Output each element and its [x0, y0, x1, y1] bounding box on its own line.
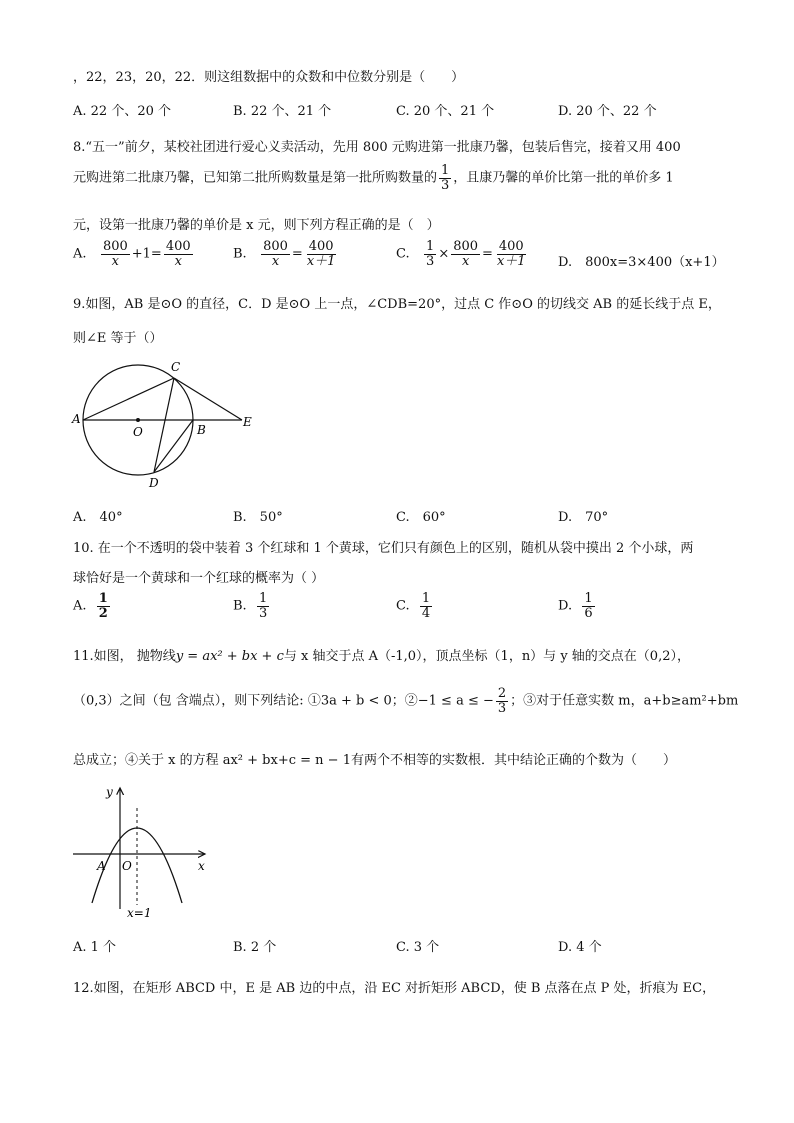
- q9-option-d: D. 70°: [558, 510, 609, 525]
- q9-option-a: A. 40°: [73, 510, 123, 525]
- label-y: y: [106, 785, 113, 799]
- q9-option-b: B. 50°: [233, 510, 283, 525]
- label-c: C: [171, 360, 181, 374]
- q9-circle-figure: [70, 355, 270, 495]
- label-x: x: [198, 859, 205, 873]
- parabola-equation: y = ax² + bx + c: [175, 649, 284, 664]
- q11-option-a: A. 1 个: [73, 940, 117, 955]
- q9-option-c: C. 60°: [396, 510, 446, 525]
- q8-option-c: C. $\frac{1}{3}$ × $\frac{800}{x}$ = $\frac{400}{x+1}$: [396, 239, 526, 269]
- label-d: D: [149, 476, 159, 490]
- q10-option-c: C. $\frac{1}{4}$: [396, 591, 431, 621]
- label-a: A: [72, 412, 81, 426]
- q11-option-d: D. 4 个: [558, 940, 602, 955]
- q7-option-d: D. 20 个、22 个: [558, 104, 657, 119]
- fraction-one-third: $\frac{1}{3}$: [441, 163, 450, 193]
- label-o: O: [122, 859, 132, 873]
- q10-option-b: B. $\frac{1}{3}$: [233, 591, 268, 621]
- q7-option-b: B. 22 个、21 个: [233, 104, 332, 119]
- q11-option-c: C. 3 个: [396, 940, 440, 955]
- q9-stem-line2: 则∠E 等于（）: [73, 331, 163, 346]
- q8-option-b: B. $\frac{800}{x}$ = $\frac{400}{x+1}$: [233, 239, 336, 269]
- q12-stem-line1: 12.如图，在矩形 ABCD 中，E 是 AB 边的中点，沿 EC 对折矩形 ABCD，使 B 点落在点 P 处，折痕为 EC，: [73, 981, 716, 996]
- label-axis: x=1: [127, 906, 152, 920]
- q8-stem-line3: 元，设第一批康乃馨的单价是 x 元，则下列方程正确的是（ ）: [73, 218, 440, 233]
- center-point: [136, 418, 140, 422]
- q8-stem-line2: 元购进第二批康乃馨，已知第二批所购数量是第一批所购数量的 $\frac{1}{3}$ ，且康乃馨的单价比第一批的单价多 1: [73, 163, 674, 193]
- q11-option-b: B. 2 个: [233, 940, 277, 955]
- q11-stem-line2: （0,3）之间（包 含端点），则下列结论: ①3a + b < 0；②−1 ≤ a ≤ − $\frac{2}{3}$ ；③对于任意实数 m，a+b≥am²+bm: [73, 686, 739, 716]
- label-o: O: [133, 425, 143, 439]
- q7-option-a: A. 22 个、20 个: [73, 104, 172, 119]
- q7-option-c: C. 20 个、21 个: [396, 104, 495, 119]
- q11-parabola-figure: [70, 783, 220, 923]
- q10-option-a: A. $\frac{1}{2}$: [73, 591, 108, 621]
- tangent-ce: [174, 378, 242, 420]
- q11-stem-line3: 总成立；④关于 x 的方程 ax² + bx+c = n − 1有两个不相等的实数根．其中结论正确的个数为（ ）: [73, 753, 676, 768]
- q8-option-a: A. $\frac{800}{x}$ +1= $\frac{400}{x}$: [73, 239, 191, 269]
- q9-stem-line1: 9.如图，AB 是⊙O 的直径，C．D 是⊙O 上一点，∠CDB=20°，过点 C 作⊙O 的切线交 AB 的延长线于点 E，: [73, 297, 721, 312]
- q10-option-d: D. $\frac{1}{6}$: [558, 591, 593, 621]
- q8-option-d: D. 800x=3×400（x+1）: [558, 255, 725, 270]
- q8-stem-line1: 8.“五一”前夕，某校社团进行爱心义卖活动，先用 800 元购进第一批康乃馨，包装后售完，接着又用 400: [73, 140, 681, 155]
- label-e: E: [243, 415, 252, 429]
- q10-stem-line2: 球恰好是一个黄球和一个红球的概率为（ ）: [73, 571, 325, 586]
- q11-stem-line1: 11.如图， 抛物线y = ax² + bx + c与 x 轴交于点 A（-1,0），顶点坐标（1，n）与 y 轴的交点在（0,2），: [73, 649, 690, 664]
- label-b: B: [197, 423, 206, 437]
- q10-stem-line1: 10. 在一个不透明的袋中装着 3 个红球和 1 个黄球，它们只有颜色上的区别，随机从袋中摸出 2 个小球，两: [73, 541, 694, 556]
- q7-stem: ，22，23，20，22．则这组数据中的众数和中位数分别是（ ）: [73, 70, 465, 85]
- label-a: A: [97, 859, 106, 873]
